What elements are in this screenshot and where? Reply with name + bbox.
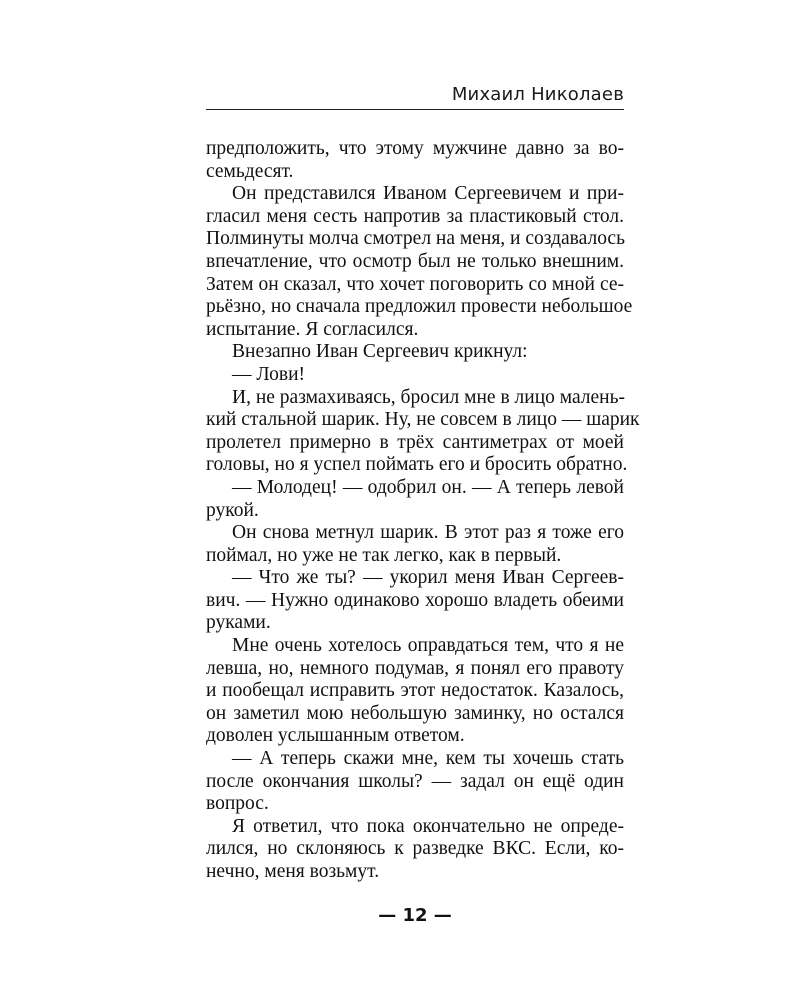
text-line: пролетел примерно в трёх сантиметрах от моей xyxy=(206,431,624,453)
text-line: рьёзно, но сначала предложил провести небольшое xyxy=(206,296,633,318)
page-number: — 12 — xyxy=(378,905,452,926)
text-line: — А теперь скажи мне, кем ты хочешь стать xyxy=(232,748,624,770)
body-text xyxy=(206,138,640,884)
text-line: Он представился Иваном Сергеевичем и при- xyxy=(232,183,624,205)
text-line: он заметил мою небольшую заминку, но остался xyxy=(206,702,624,724)
text-line: после окончания школы? — задал он ещё один xyxy=(206,770,624,792)
text-line: головы, но я успел поймать его и бросить обратно. xyxy=(206,454,628,476)
text-line: — Что же ты? — укорил меня Иван Сергеев- xyxy=(232,567,624,589)
text-line: поймал, но уже не так легко, как в первый. xyxy=(206,544,562,566)
text-line: испытание. Я согласился. xyxy=(206,318,419,340)
text-line: Он снова метнул шарик. В этот раз я тоже его xyxy=(232,522,624,544)
text-line: вопрос. xyxy=(206,793,269,815)
text-line: руками. xyxy=(206,612,271,634)
text-line: рукой. xyxy=(206,499,259,521)
text-line: Мне очень хотелось оправдаться тем, что я не xyxy=(232,635,624,657)
text-line: предположить, что этому мужчине давно за во- xyxy=(206,138,624,159)
text-line: гласил меня сесть напротив за пластиковый стол. xyxy=(206,205,624,227)
text-line: кий стальной шарик. Ну, не совсем в лицо — шарик xyxy=(206,409,640,431)
text-line: левша, но, немного подумав, я понял его правоту xyxy=(206,657,624,679)
text-line: семьдесят. xyxy=(206,160,294,182)
text-line: впечатление, что осмотр был не только внешним. xyxy=(206,250,624,272)
text-line: — Лови! xyxy=(232,363,306,385)
text-line: Полминуты молча смотрел на меня, и создавалось xyxy=(206,228,625,250)
text-line: Я ответил, что пока окончательно не опреде- xyxy=(232,815,624,837)
header-rule xyxy=(206,109,624,110)
running-head-author: Михаил Николаев xyxy=(451,84,624,105)
text-line: нечно, меня возьмут. xyxy=(206,861,380,882)
text-line: вич. — Нужно одинаково хорошо владеть обеими xyxy=(206,589,624,611)
text-line: и пообещал исправить этот недостаток. Казалось, xyxy=(206,680,624,702)
text-line: Внезапно Иван Сергеевич крикнул: xyxy=(232,341,528,363)
text-line: И, не размахиваясь, бросил мне в лицо малень- xyxy=(232,386,626,408)
text-line: доволен услышанным ответом. xyxy=(206,725,465,747)
text-line: — Молодец! — одобрил он. — А теперь левой xyxy=(232,476,624,498)
text-line: Затем он сказал, что хочет поговорить со мной се- xyxy=(206,273,624,295)
text-line: лился, но склоняюсь к разведке ВКС. Если, ко- xyxy=(206,838,624,860)
